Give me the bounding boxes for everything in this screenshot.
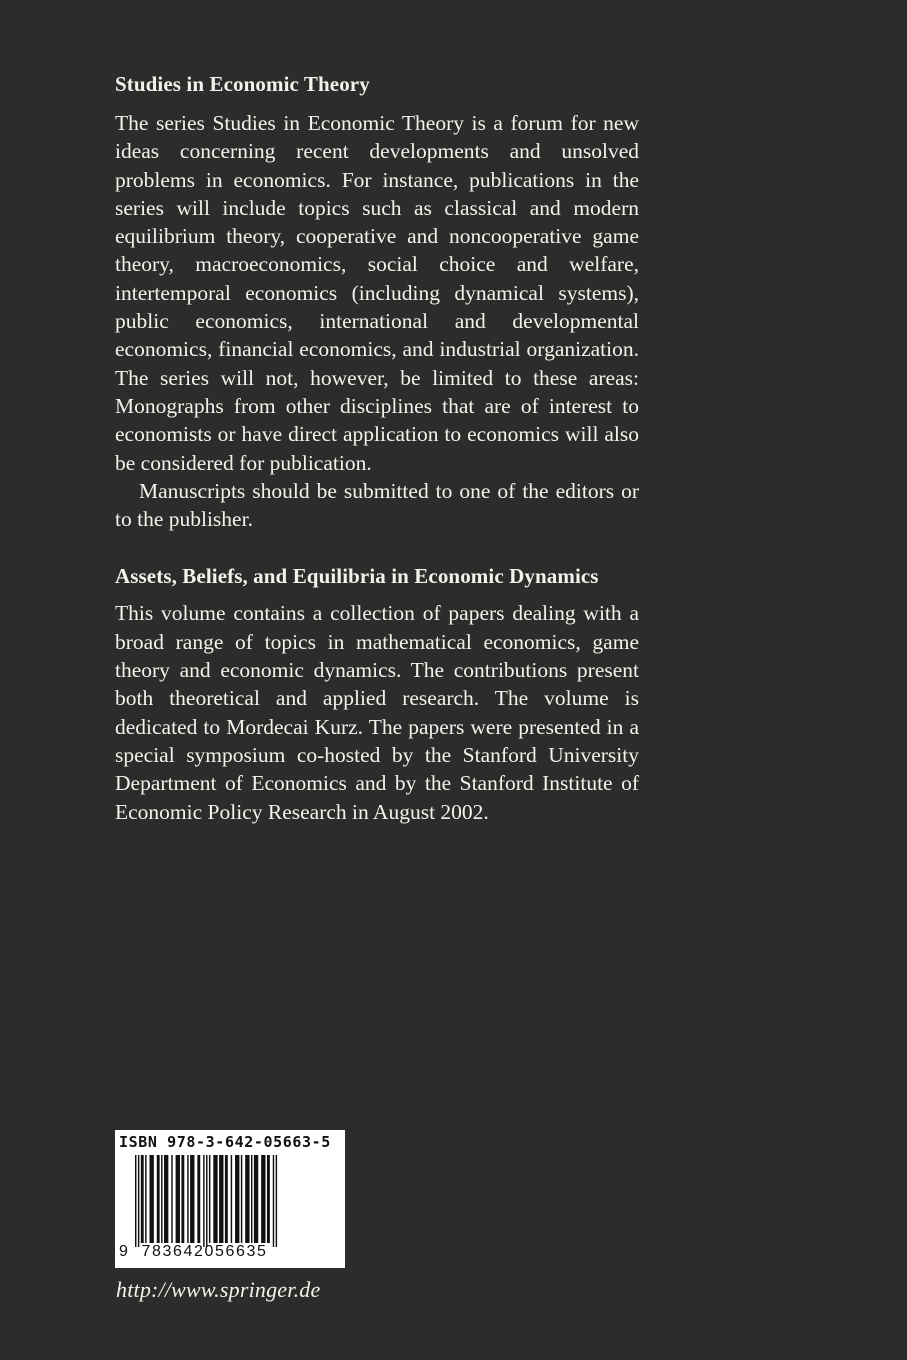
barcode-bar — [206, 1155, 207, 1247]
barcode-bar — [197, 1155, 200, 1243]
submission-note: Manuscripts should be submitted to one of the editors or to the publisher. — [115, 478, 639, 532]
isbn-barcode — [115, 1130, 345, 1268]
barcode-bar — [267, 1155, 270, 1243]
barcode-bar — [241, 1155, 242, 1243]
barcode-bar — [254, 1155, 258, 1243]
barcode-first-digit: 9 — [119, 1243, 130, 1260]
barcode-bar — [209, 1155, 210, 1243]
barcode-bar — [235, 1155, 239, 1243]
barcode-bar — [203, 1155, 204, 1247]
barcode-bar — [181, 1155, 184, 1243]
volume-title: Assets, Beliefs, and Equilibria in Economic Dynamics — [115, 564, 599, 589]
barcode-bar — [213, 1155, 217, 1243]
barcode-bar — [231, 1155, 232, 1243]
publisher-url: http://www.springer.de — [116, 1277, 321, 1302]
barcode-digits — [119, 1243, 267, 1261]
barcode-bar — [276, 1155, 277, 1247]
series-title: Studies in Economic Theory — [115, 72, 370, 96]
barcode-bar — [145, 1155, 146, 1243]
barcode-bar — [171, 1155, 172, 1243]
series-description: The series Studies in Economic Theory is a forum for new ideas concerning recent developments and unsolved problems in economics. For instance, publications in the series will include topics such as classical and modern equilibrium theory, cooperative and noncooperative game theory, macroeconomics, social choice and welfare, intertemporal economics (including dynamical systems), public economics, international and developmental economics, financial economics, and industrial organization. The series will not, however, be limited to these areas: Monographs from other disciplines that are of interest to economists or have direct application to economics will also be considered for publication. — [115, 111, 639, 475]
barcode-bar — [219, 1155, 223, 1243]
barcode-bar — [187, 1155, 188, 1243]
barcode-bar — [135, 1155, 136, 1247]
barcode-number: 783642056635 — [141, 1243, 268, 1260]
barcode-bars — [135, 1155, 325, 1247]
barcode-bar — [138, 1155, 139, 1247]
barcode-bar — [164, 1155, 168, 1243]
barcode-bar — [141, 1155, 144, 1243]
back-cover-text — [115, 69, 639, 826]
barcode-bar — [261, 1155, 265, 1243]
volume-description: This volume contains a collection of papers dealing with a broad range of topics in mathematical economics, game theory and economic dynamics. The contributions present both theoretical and applied research. The volume is dedicated to Mordecai Kurz. The papers were presented in a special symposium co-hosted by the Stanford University Department of Economics and by the Stanford Institute of Economic Policy Research in August 2002. — [115, 601, 639, 824]
barcode-bar — [273, 1155, 274, 1247]
barcode-bar — [190, 1155, 194, 1243]
isbn-label: ISBN 978-3-642-05663-5 — [119, 1133, 331, 1151]
barcode-bar — [176, 1155, 180, 1243]
barcode-bar — [225, 1155, 228, 1243]
barcode-bar — [251, 1155, 252, 1243]
barcode-bar — [150, 1155, 154, 1243]
barcode-bar — [245, 1155, 249, 1243]
barcode-bar — [161, 1155, 162, 1243]
barcode-bar — [157, 1155, 160, 1243]
